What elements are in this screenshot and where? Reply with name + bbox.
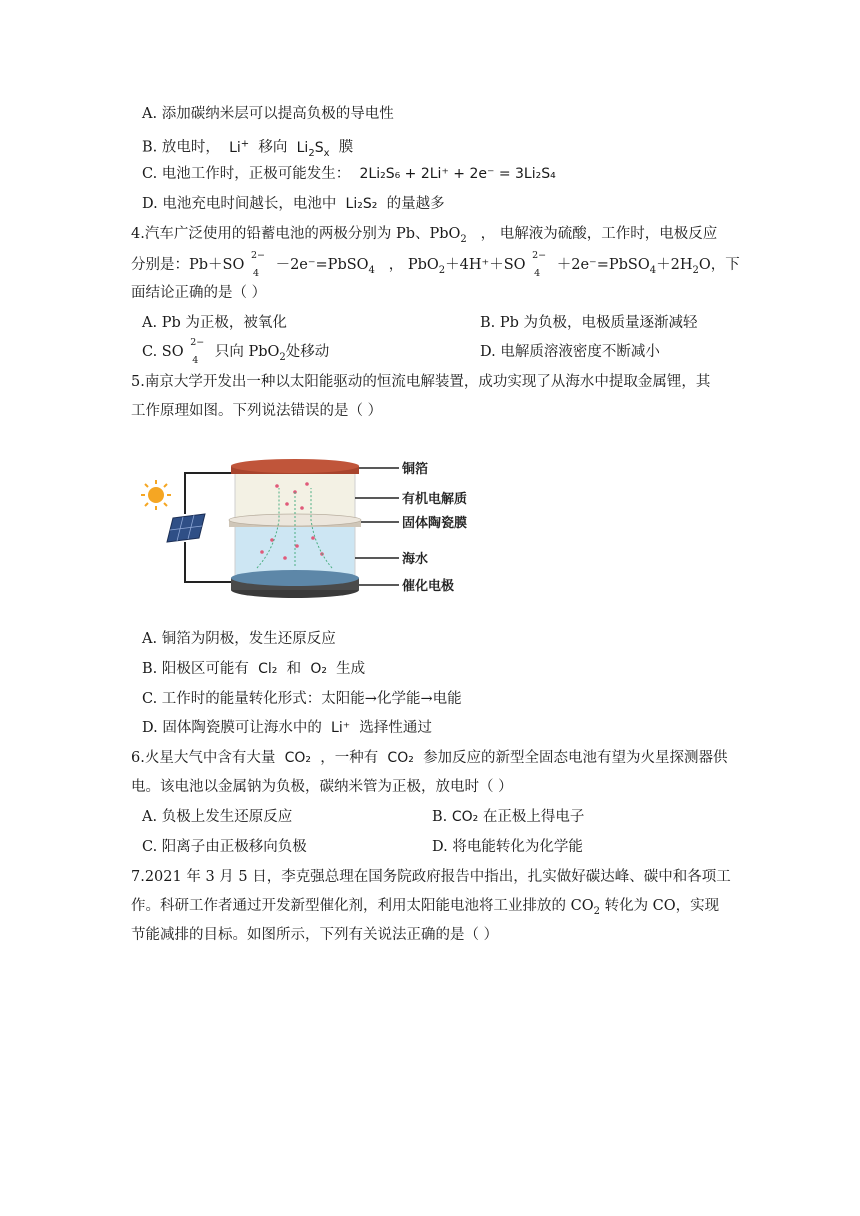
q3-option-a: A. 添加碳纳米层可以提高负极的导电性 — [142, 106, 394, 122]
q7-stem-line2: 作。科研工作者通过开发新型催化剂，利用太阳能电池将工业排放的 $CO_2$ 转化为 CO，实现 — [131, 898, 720, 917]
q5-option-b: B. 阳极区可能有 Cl₂ 和 O₂ 生成 — [142, 661, 366, 677]
q5-stem-line1: 5.南京大学开发出一种以太阳能驱动的恒流电解装置，成功实现了从海水中提取金属锂，其 — [131, 374, 711, 390]
label-ceramic-membrane: 固体陶瓷膜 — [402, 516, 468, 531]
label-copper-foil: 铜箔 — [402, 462, 429, 477]
label-catalytic-electrode: 催化电极 — [402, 579, 455, 594]
q4-option-d: D. 电解质溶液密度不断减小 — [480, 344, 660, 360]
q6-stem-line1: 6.火星大气中含有大量 CO₂ ，一种有 CO₂ 参加反应的新型全固态电池有望为火星探测器供 — [131, 750, 728, 766]
label-organic-electrolyte: 有机电解质 — [402, 492, 468, 507]
q6-option-c: C. 阳离子由正极移向负极 — [142, 839, 307, 855]
label-leader-lines — [355, 468, 399, 585]
copper-foil — [231, 459, 359, 474]
catalytic-electrode — [231, 570, 359, 598]
q6-stem-line2: 电。该电池以金属钠为负极，碳纳米管为正极，放电时（ ） — [131, 779, 513, 795]
q6-option-d: D. 将电能转化为化学能 — [432, 839, 583, 855]
q5-option-c: C. 工作时的能量转化形式：太阳能→化学能→电能 — [142, 691, 462, 707]
sun-icon — [141, 480, 171, 510]
solar-panel-icon — [167, 514, 205, 542]
q7-stem-line3: 节能减排的目标。如图所示，下列有关说法正确的是（ ） — [131, 927, 499, 943]
q3-option-d: D. 电池充电时间越长，电池中 Li₂S₂ 的量越多 — [142, 196, 445, 212]
electrolysis-diagram — [137, 448, 477, 608]
q5-option-a: A. 铜箔为阴极，发生还原反应 — [142, 631, 336, 647]
q3-option-c-equation: 2Li₂S₆ + 2Li⁺ + 2e⁻ = 3Li₂S₄ — [359, 166, 556, 182]
q4-stem-line3: 面结论正确的是（ ） — [131, 285, 267, 301]
q4-stem-line2: 分别是：Pb＋SO 2− 4 －2e⁻=PbSO$_4$ ， PbO$_2$＋4H⁺＋SO 2− 4 $+2e^-=PbSO_4+2H_2O$，下 — [131, 250, 740, 279]
q4-stem-line1: 4.汽车广泛使用的铅蓄电池的两极分别为 Pb、PbO$_2$ ， 电解液为硫酸，工作时，电极反应 — [131, 226, 718, 245]
q4-option-a: A. Pb 为正极，被氧化 — [142, 315, 287, 331]
label-seawater: 海水 — [402, 552, 429, 567]
q3-option-b: B. 放电时， Li+ 移向 $Li_2S_x$ 膜 — [142, 138, 354, 159]
q6-option-b: B. CO₂ 在正极上得电子 — [432, 809, 585, 825]
q6-option-a: A. 负极上发生还原反应 — [142, 809, 293, 825]
q3-option-c: C. 电池工作时，正极可能发生： 2Li₂S₆ + 2Li⁺ + 2e⁻ = 3Li₂S₄ — [142, 166, 556, 182]
q5-option-d: D. 固体陶瓷膜可让海水中的 Li⁺ 选择性通过 — [142, 720, 432, 736]
q4-option-b: B. Pb 为负极，电极质量逐渐减轻 — [480, 315, 698, 331]
q7-stem-line1: 7.2021 年 3 月 5 日，李克强总理在国务院政府报告中指出，扎实做好碳达峰、碳中和各项工 — [131, 869, 731, 885]
q4-option-c: C. SO 2− 4 只向 PbO$_2$处移动 — [142, 337, 330, 366]
q5-stem-line2: 工作原理如图。下列说法错误的是（ ） — [131, 403, 383, 419]
